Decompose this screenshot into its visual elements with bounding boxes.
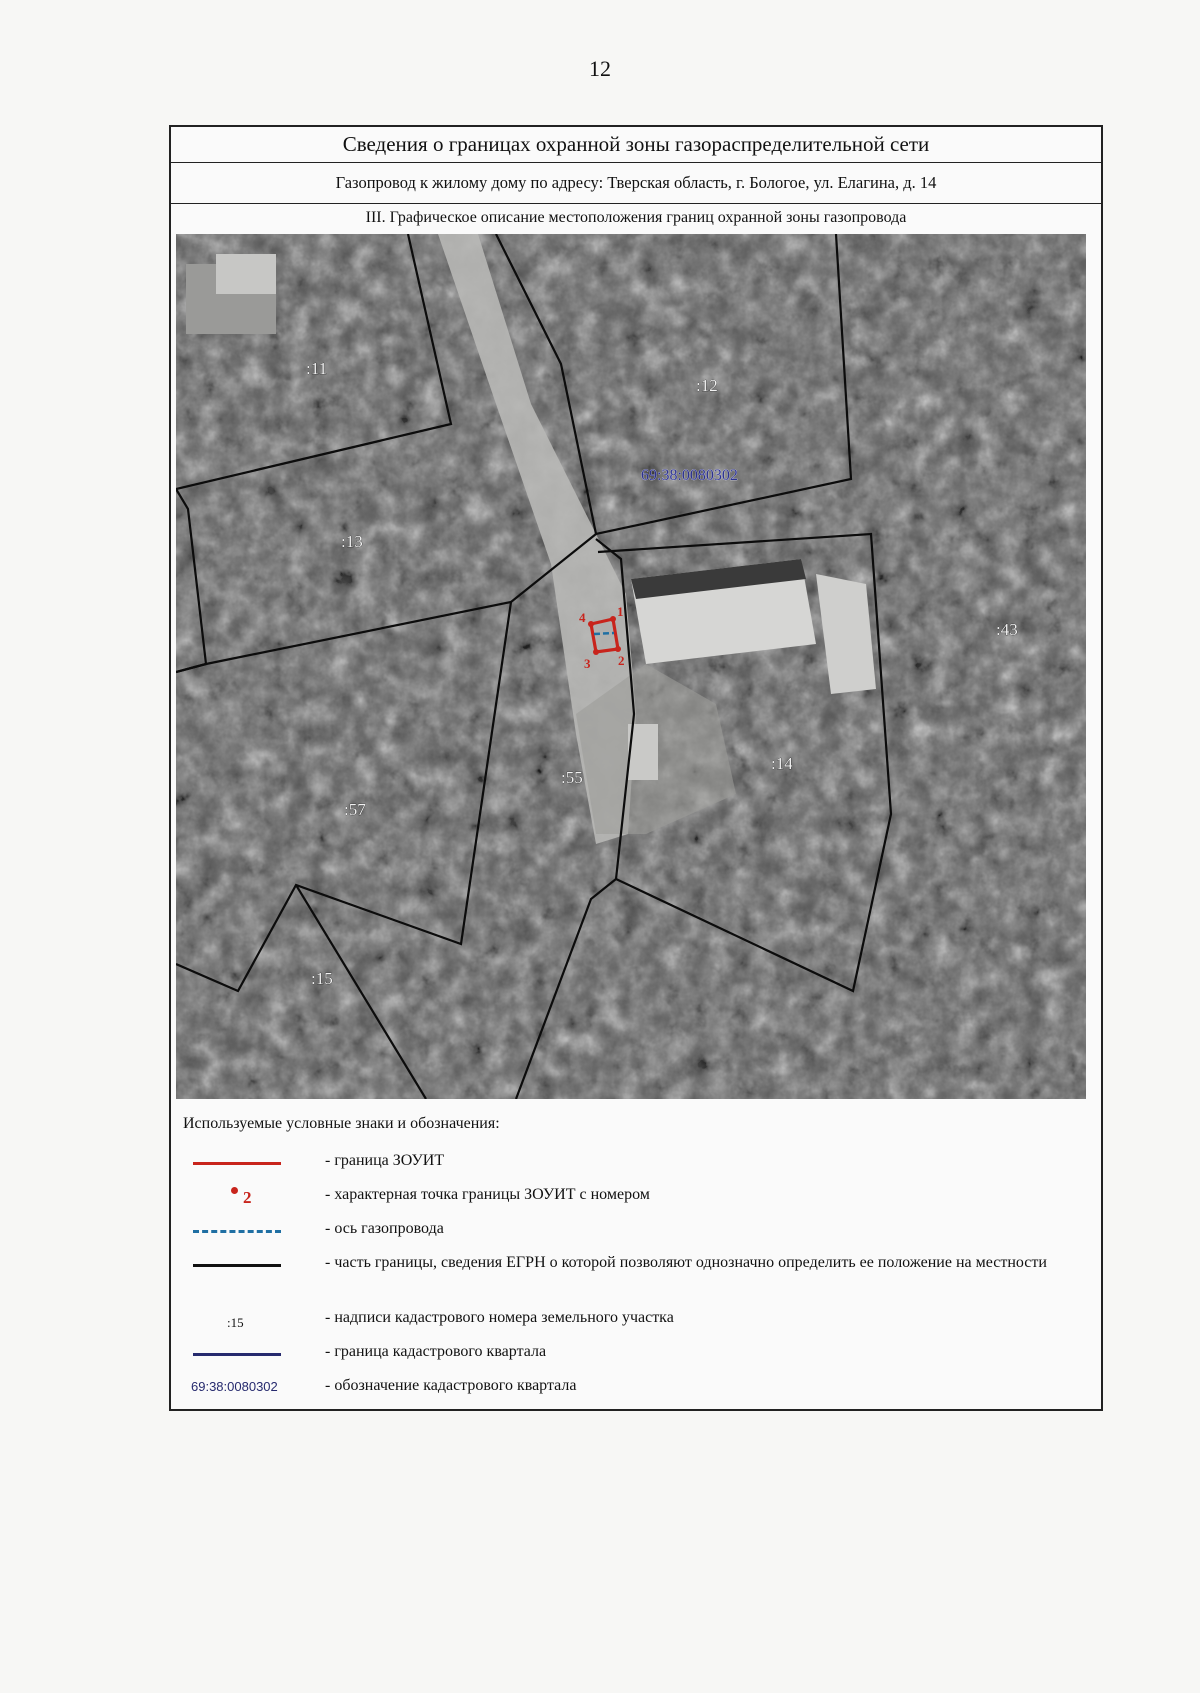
legend-text: - ось газопровода <box>325 1220 444 1237</box>
legend-heading: Используемые условные знаки и обозначения: <box>183 1115 500 1132</box>
document-subtitle: Газопровод к жилому дому по адресу: Тверская область, г. Бологое, ул. Елагина, д. 14 <box>171 163 1101 204</box>
quarter-label-symbol <box>183 1375 303 1405</box>
parcel-boundary-symbol <box>183 1252 303 1282</box>
legend-item-parcel-label <box>183 1307 1083 1337</box>
zone-point-label-2: 2 <box>618 653 625 668</box>
legend-item-gas-axis <box>183 1218 1083 1248</box>
parcel-label: :11 <box>306 359 328 378</box>
document-title: Сведения о границах охранной зоны газораспределительной сети <box>171 127 1101 163</box>
legend-item-quarter-label <box>183 1375 1083 1405</box>
legend-item-parcel-boundary <box>183 1252 1083 1300</box>
legend-text: - обозначение кадастрового квартала <box>325 1377 577 1394</box>
zone-point-4 <box>588 621 594 627</box>
legend-text: - характерная точка границы ЗОУИТ с номером <box>325 1186 650 1203</box>
parcel-label: :55 <box>561 768 583 787</box>
parcel-label: :12 <box>696 376 718 395</box>
legend-text: - часть границы, сведения ЕГРН о которой позволяют однозначно определить ее положение на местности <box>325 1254 1047 1271</box>
quarter-boundary-symbol <box>183 1341 303 1371</box>
zone-boundary-symbol <box>183 1150 303 1180</box>
zone-point-2 <box>615 646 621 652</box>
cadastral-map <box>176 234 1086 1099</box>
zone-point-3 <box>593 649 599 655</box>
legend-text: - граница кадастрового квартала <box>325 1343 547 1360</box>
gas-axis-symbol <box>183 1218 303 1248</box>
zone-point-symbol <box>183 1184 303 1214</box>
cadastral-quarter-label: 69:38:0080302 <box>641 467 738 484</box>
legend-text: - надписи кадастрового номера земельного участка <box>325 1309 674 1326</box>
legend-item-zone-point <box>183 1184 1083 1214</box>
parcel-label: :15 <box>311 969 333 988</box>
page-number: 12 <box>589 56 611 81</box>
parcel-label-sample: :15 <box>227 1315 244 1330</box>
legend-item-quarter-boundary <box>183 1341 1083 1371</box>
parcel-label: :57 <box>344 800 366 819</box>
legend-item-zone-boundary <box>183 1150 1083 1180</box>
parcel-label: :14 <box>771 754 793 773</box>
parcel-label: :43 <box>996 620 1018 639</box>
parcel-label-symbol <box>183 1307 303 1337</box>
zone-point-symbol-label: 2 <box>243 1188 252 1207</box>
zone-point-1 <box>610 616 616 622</box>
quarter-label-sample: 69:38:0080302 <box>191 1379 278 1394</box>
zone-point-label-4: 4 <box>579 610 586 625</box>
zone-point-label-3: 3 <box>584 656 591 671</box>
zone-point-label-1: 1 <box>617 604 624 619</box>
document-frame <box>169 125 1103 1411</box>
section-heading: III. Графическое описание местоположения границ охранной зоны газопровода <box>365 209 907 226</box>
legend <box>183 1115 1083 1394</box>
parcel-label: :13 <box>341 532 363 551</box>
legend-text: - граница ЗОУИТ <box>325 1152 445 1169</box>
building-roof-left-2 <box>216 254 276 294</box>
